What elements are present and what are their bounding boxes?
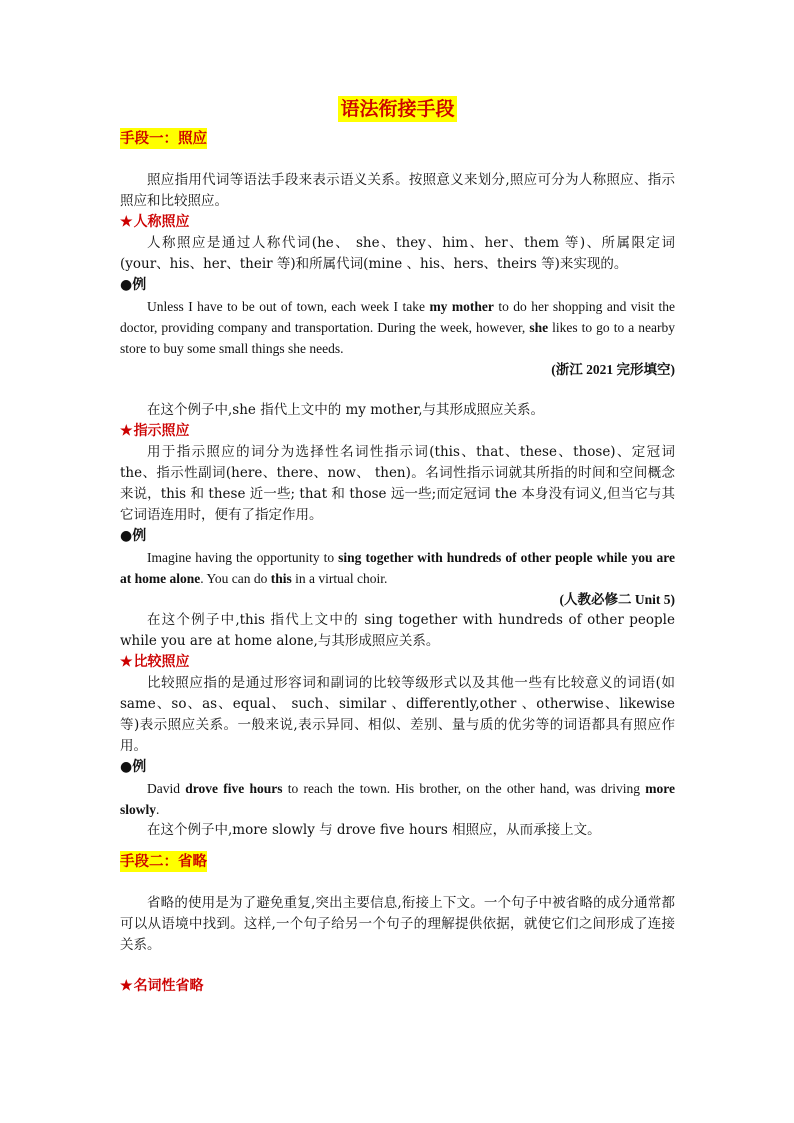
comparative-heading (120, 652, 675, 673)
title-wrap (120, 96, 675, 122)
comparative-explain: 在这个例子中,more slowly 与 drove five hours 相照应，从而承接上文。 (147, 822, 601, 838)
personal-desc: 人称照应是通过人称代词(he、 she、they、him、her、them 等)、所属限定词(your、his、her、their 等)和所属代词(mine 、his、hers、theirs 等)来实现的。 (120, 235, 675, 272)
nominal-heading (120, 976, 675, 997)
comparative-heading-text: 比较照应 (133, 654, 190, 670)
example-text: . (156, 802, 160, 817)
demonstrative-example (120, 547, 675, 589)
personal-heading-text: 人称照应 (133, 214, 190, 230)
example-bold: this (270, 571, 292, 586)
comparative-desc: 比较照应指的是通过形容词和副词的比较等级形式以及其他一些有比较意义的词语(如 same、so、as、equal、 such、similar 、differently,other 、otherwise、likewise 等)表示照应关系。一般来说,表示异同、相似、差别、量与质的优劣等的词语都具有照应作用。 (120, 675, 675, 754)
demonstrative-source: (人教必修二 Unit 5) (559, 592, 675, 607)
example-bold: sing together with hundreds of other people while you are at home alone (120, 550, 675, 586)
comparative-example (120, 778, 675, 820)
demonstrative-desc: 用于指示照应的词分为选择性名词性指示词(this、that、these、those)、定冠词 the、指示性副词(here、there、now、 then)。名词性指示词就其所指的时间和空间概念来说，this 和 these 近一些; that 和 those 远一些;而定冠词 the 本身没有词义,但当它与其它词语连用时，便有了指定作用。 (120, 444, 675, 523)
example-bold: drove five hours (185, 781, 283, 796)
example-bold: she (529, 320, 549, 335)
personal-example (120, 296, 675, 359)
example-text: in a virtual choir. (291, 571, 388, 586)
demonstrative-heading-text: 指示照应 (133, 423, 190, 439)
document-content (120, 96, 675, 997)
example-text: Imagine having the opportunity to (147, 550, 339, 565)
demonstrative-example-label: ●例 (120, 528, 147, 544)
star-icon: ★ (120, 214, 133, 230)
document-title: 语法衔接手段 (340, 98, 455, 120)
example-text: to do her shopping and visit the doctor, providing company and transportation. During the week, however, (120, 299, 676, 335)
star-icon: ★ (120, 423, 133, 439)
section2-intro: 省略的使用是为了避免重复,突出主要信息,衔接上下文。一个句子中被省略的成分通常都可以从语境中找到。这样,一个句子给另一个句子的理解提供依据，就使它们之间形成了连接关系。 (120, 895, 675, 953)
star-icon: ★ (120, 978, 133, 994)
example-text: Unless I have to be out of town, each week I take (147, 299, 430, 314)
star-icon: ★ (120, 654, 133, 670)
personal-explain: 在这个例子中,she 指代上文中的 my mother,与其形成照应关系。 (147, 402, 545, 418)
demonstrative-heading (120, 421, 675, 442)
example-text: to reach the town. His brother, on the other hand, was driving (282, 781, 646, 796)
section2-heading-wrap (120, 851, 675, 873)
section1-heading-wrap (120, 128, 675, 150)
example-text: David (147, 781, 186, 796)
personal-example-label: ●例 (120, 277, 147, 293)
nominal-heading-text: 名词性省略 (133, 978, 204, 994)
personal-source: (浙江 2021 完形填空) (551, 362, 675, 377)
example-bold: more slowly (120, 781, 675, 817)
example-text: . You can do (200, 571, 271, 586)
section2-heading: 手段二：省略 (120, 853, 207, 870)
section1-intro: 照应指用代词等语法手段来表示语义关系。按照意义来划分,照应可分为人称照应、指示照应和比较照应。 (120, 172, 675, 209)
comparative-example-label: ●例 (120, 759, 147, 775)
personal-heading (120, 212, 675, 233)
example-text: likes to go to a nearby store to buy some small things she needs. (120, 320, 675, 356)
example-bold: my mother (429, 299, 494, 314)
demonstrative-explain: 在这个例子中,this 指代上文中的 sing together with hundreds of other people while you are at home alone,与其形成照应关系。 (120, 612, 675, 649)
section1-heading: 手段一：照应 (120, 130, 207, 147)
